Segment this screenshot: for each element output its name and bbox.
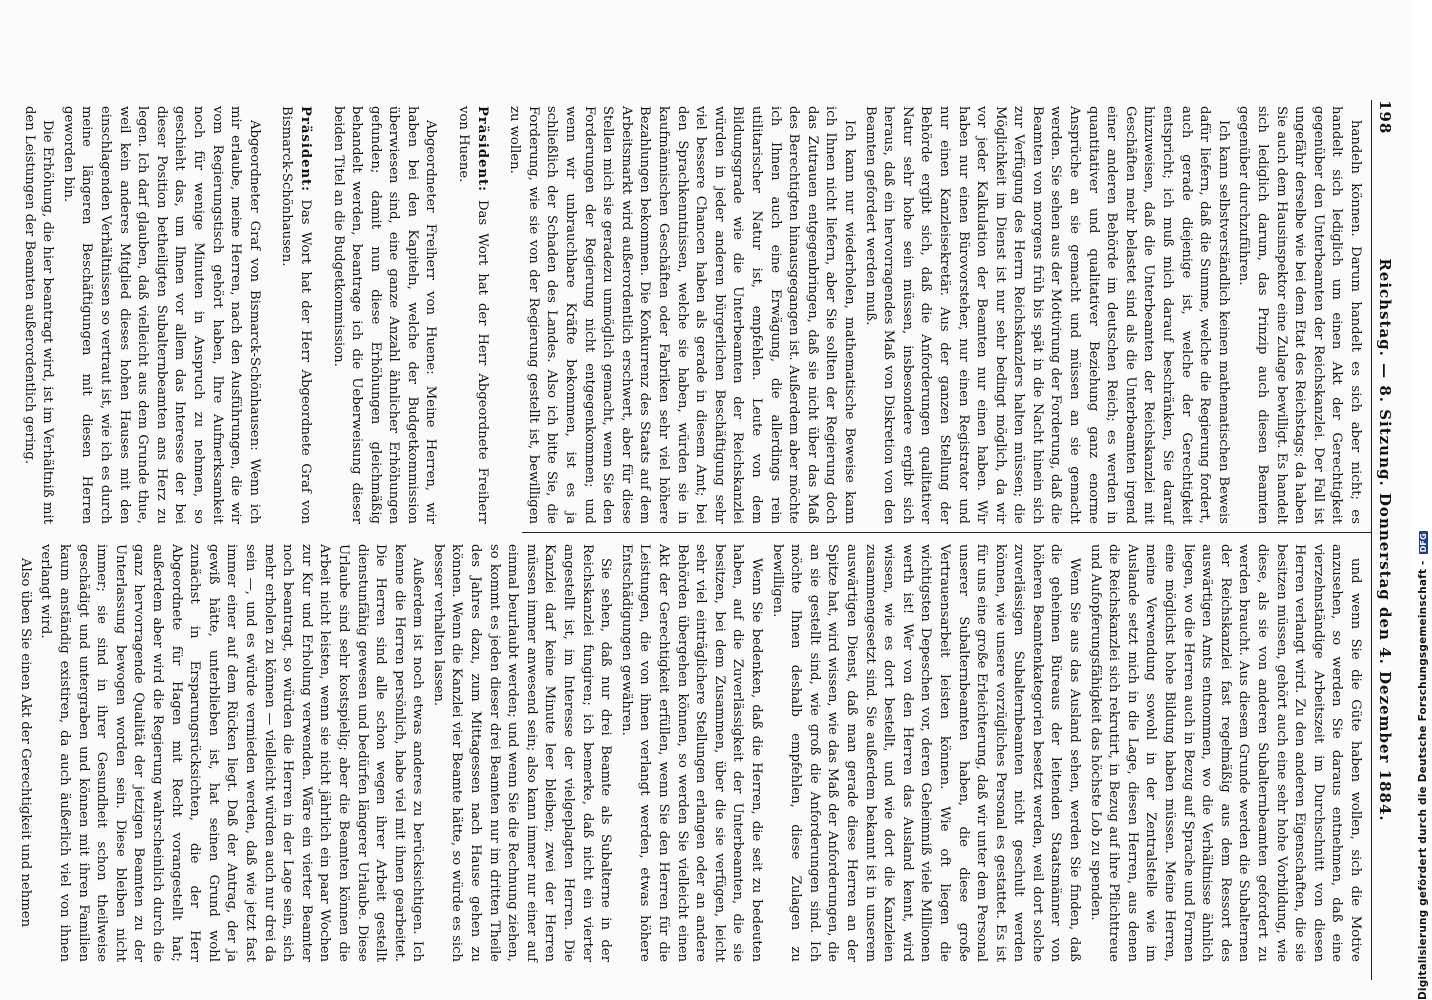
- paragraph: Wenn Sie aus das Ausland sehen, werden Sie finden, daß die geheimen Büreaus der leitenden Staatsmänner von höheren Beamtenkategorien besetzt werden, weil dort solche zuverlässigen Subalternbeamten nicht geschult werden können, wie unsere vorzügliches Personal es gestattet. Es ist für uns eine große Erleichterung, daß wir unter dem Personal unserer Subalternbeamten haben, die diese große Vertrauensarbeit leisten können. Wie oft liegen die wichtigsten Depeschen vor, deren Geheimniß viele Millionen werth ist! Wer von den Herren das Ausland kennt, wird wissen, wie es dort bestellt, und wie dort die Kanzleien zusammengesetzt sind. Sie außerdem bekannt ist in unserem auswärtigen Dienst, daß man gerade diese Herren an der Spitze hat, wird wissen, wie das Maß der Anforderungen, die an sie gestellt sind, wie groß die Anforderungen sind. Ich möchte Ihnen deshalb empfehlen, diese Zulagen zu bewilligen.: [769, 544, 1083, 962]
- dfg-logo: DFG: [1419, 533, 1428, 553]
- paragraph-spacer: [440, 106, 452, 524]
- digitization-credit-strip: [1412, 0, 1432, 1000]
- running-title: Reichstag. — 8. Sitzung. Donnerstag den 4. Dezember 1884.: [1376, 258, 1394, 822]
- left-column: [21, 106, 1364, 524]
- paragraph: Also üben Sie einen Akt der Gerechtigkeit und nehmen: [17, 558, 33, 928]
- page-header: [1371, 100, 1398, 980]
- speaker-paragraph: [277, 106, 314, 524]
- speaker-label: Präsident:: [297, 106, 313, 193]
- rotated-document-page: [17, 100, 1398, 980]
- speaker-paragraph: [454, 106, 491, 524]
- paragraph: Die Erhöhung, die hier beantragt wird, ist im Verhältniß mit den Leistungen der Beamten außerordentlich gering.: [21, 106, 56, 524]
- page-number: 198: [1376, 100, 1394, 135]
- speaker-text: Das Wort hat der Herr Abgeordnete Freiherr von Huene.: [456, 106, 490, 524]
- paragraph: Ich kann nur wiederholen, mathematische Beweise kann ich Ihnen nicht liefern, aber Sie sollten der Regierung doch das Zutrauen entgegenbringen, daß sie nicht über das Maß des Berechtigten hinausgegangen ist. Außerdem aber möchte ich Ihnen auch eine Erwägung, die allerdings rein utilitarischer Natur ist, empfehlen. Leute von dem Bildungsgrade wie die Unterbeamten der Reichskanzlei würden in jeder anderen bürgerlichen Beschäftigung sehr viel bessere Chancen haben als gerade in diesem Amt; bei den Sprachkenntnissen, welche sie haben, würden sie in kaufmännischen Geschäften oder Fabriken sehr viel höhere Bezahlungen bekommen. Die Konkurrenz des Staats auf dem Arbeitsmarkt wird außerordentlich erschwert, aber für diese Stellen mich sie geradezu unmöglich gemacht, wenn Sie den Forderungen der Regierung nicht entgegenkommen; und wenn wir unbrauchbare Kräfte bekommen, ist es ja schließlich der Schaden des Landes. Also ich bitte Sie, die Forderung, wie sie von der Regierung gestellt ist, bewilligen zu wollen.: [507, 106, 857, 524]
- paragraph: Abgeordneter Graf von Bismarck-Schönhausen: Wenn ich mir erlaube, meine Herren, nach den Ausführungen, die wir vom Regierungstisch gehört haben, Ihre Aufmerksamkeit noch für wenige Minuten in Anspruch zu nehmen, so geschieht das, um Ihnen vor allem das Interesse der bei dieser Position betheiligten Subalternbeamten ans Herz zu legen. Ich darf glauben, daß vielleicht aus dem Grunde thue, weil kein anderes Mitglied dieses hohen Hauses mit den einschlagenden Verhältnissen so vertraut ist, wie ich es durch meine längeren Beschäftigungen mit diesen Herren geworden bin.: [60, 106, 262, 524]
- paragraph-spacer: [263, 106, 275, 524]
- paragraph-spacer: [314, 106, 326, 524]
- paragraph: Außerdem ist noch etwas anderes zu berücksichtigen. Ich kenne die Herren persönlich, habe viel mit ihnen gearbeitet. Die Herren sind alle schon wegen ihrer Arbeit gestellt dienstunfähig gewesen und bedürfen längerer Urlaube. Diese Urlaube sind sehr kostspielig; aber die Beamten können die Arbeit nicht leisten, wenn sie nicht jährlich ein paar Wochen zur Kur und Erholung verwenden. Wäre ein vierter Beamter noch beantragt, so würden die Herren in der Lage sein, sich mehr erholen zu können — vielleicht würden auch nur drei da sein —, und es würde vermieden werden, daß wie jetzt fast immer einer auf dem Rücken liegt. Daß der Antrag, der ja gewiß hätte, unterblieben ist, hat seinen Grund wohl zunächst in Ersparungsrücksichten, die der Herr Abgeordnete für Hagen mit Recht vorangestellt hat; außerdem aber wird die Regierung wahrscheinlich durch die ganz hervorragende Qualität der jetzigen Beamten zu der Unterlassung bewogen worden sein. Diese bleiben nicht immer; sie sind in ihrer Gesundheit schon theilweise geschädigt und untergraben und können mit ihren Familien kaum anständig existiren, da auch äußerlich viel von ihnen verlangt wird.: [38, 544, 426, 962]
- paragraph: Abgeordneter Freiherr von Huene: Meine Herren, wir haben bei den Kapiteln, welche der Budgetkommission überwiesen sind, eine ganze Anzahl ähnlicher Erhöhungen gefunden; damit nun diese Erhöhungen gleichmäßig behandelt werden, beantrage ich die Ueberweisung dieser beiden Titel an die Budgetkommission.: [330, 106, 439, 524]
- paragraph: und wenn Sie die Güte haben wollen, sich die Motive anzusehen, so werden Sie daraus entnehmen, daß eine vierzehnständige Arbeitszeit im Durchschnitt von diesen Herren verlangt wird. Zu den anderen Eigenschaften, die sie besitzen müssen, gehört auch eine sehr hohe Vorbildung, wie diese, als sie von anderen Subalternbeamten gefordert zu werden braucht. Aus diesem Grunde werden die Subalternen der Reichskanzlei fast regelmäßig aus dem Ressort des auswärtigen Amts entnommen, wo die Verhältnisse ähnlich liegen, wo die Herren auch in Bezug auf Sprache und Formen eine möglichst hohe Bildung haben müssen. Meine Herren, meine Verwendung sowohl in der Zentralstelle wie im Auslande setzt mich in die Lage, diesen Herren, aus denen die Reichskanzlei sich rekrutirt, in Bezug auf ihre Pflichttreue und Aufopferungsfähigkeit das höchste Lob zu spenden.: [1087, 544, 1363, 962]
- paragraph: Ich kann selbstverständlich keinen mathematischen Beweis dafür liefern, daß die Summe, welche die Regierung fordert, auch gerade diejenige ist, welche der Gerechtigkeit entspricht; ich muß mich darauf beschränken, Sie darauf hinzuweisen, daß die Unterbeamten der Reichskanzlei mit Geschäften mehr belastet sind als die Unterbeamten irgend einer anderen Behörde im deutschen Reich; es werden in quantitativer und qualitativer Beziehung ganz enorme Ansprüche an sie gemacht und müssen an sie gemacht werden. Sie sehen aus der Motivirung der Forderung, daß die Beamten von morgens früh bis spät in die Nacht hinein sich zur Verfügung des Herrn Reichskanzlers halten müssen; die Möglichkeit im Dienst ist nur sehr bedingt möglich, da wir vor jeder Kalkulation der Beamten nur einen haben. Wir haben nur einen Bürovorsteher, nur einen Registrator und nur einen Kanzleisekretär. Aus der ganzen Stellung der Behörde ergibt sich, daß die Anforderungen qualitativer Natur sehr hohe sein müssen, insbesondere ergibt sich heraus, daß ein hervorragendes Maß von Diskretion von den Beamten gefordert werden muß.: [862, 106, 1231, 524]
- credit-text: Digitalisierung gefördert durch die Deutsche Forschungsgemeinschaft -: [1417, 560, 1429, 1000]
- paragraph: Wenn Sie bedenken, daß die Herren, die seit zu bedeuten haben, auf die Zuverlässigkeit der Unterbeamten, die sie besitzen, bei dem Zusammen, über die sie verfügen, leicht sehr viel einträglichere Stellungen erlangen oder an andere Behörden übergehen können, so werden Sie vielleicht einen Akt der Gerechtigkeit erfüllen, wenn Sie den Herren für die Leistungen, die von ihnen verlangt werden, etwas höhere Entschädigungen gewähren.: [618, 544, 764, 962]
- paragraph: Sie sehen, daß nur drei Beamte als Subalterne in der Reichskanzlei fungiren; ich bemerke, daß nicht ein vierter angestellt ist, im Interesse der vielgeplagten Herren. Die Kanzlei darf keine Minute leer bleiben; zwei der Herren müssen immer anwesend sein; also kann immer nur einer auf einmal beurlaubt werden; und wenn Sie die Rechnung ziehen, so kommt es jeden dieser drei Beamten nur im dritten Theile des Jahres dazu, zum Mittagessen nach Hause gehen zu können. Wenn die Kanzlei vier Beamte hätte, so würde es sich besser verhalten lassen.: [430, 544, 614, 962]
- speaker-label: Präsident:: [474, 106, 490, 193]
- right-column: [17, 544, 1364, 962]
- paragraph-spacer: [491, 106, 503, 524]
- credit-line: [1417, 0, 1431, 1000]
- text-columns: [17, 100, 1364, 980]
- paragraph: handeln können. Darum handelt es sich aber nicht; es handelt sich lediglich um einen Akt der Gerechtigkeit gegenüber den Unterbeamten der Reichskanzlei. Der Fall ist ungefähr derselbe wie bei dem Etat des Reichstags; da haben Sie auch dem Hausinspektor eine Zulage bewilligt. Es handelt sich lediglich darum, das Prinzip auch diesen Beamten gegenüber durchzuführen.: [1236, 106, 1363, 524]
- speaker-text: Das Wort hat der Herr Abgeordnete Graf von Bismarck-Schönhausen.: [279, 106, 313, 524]
